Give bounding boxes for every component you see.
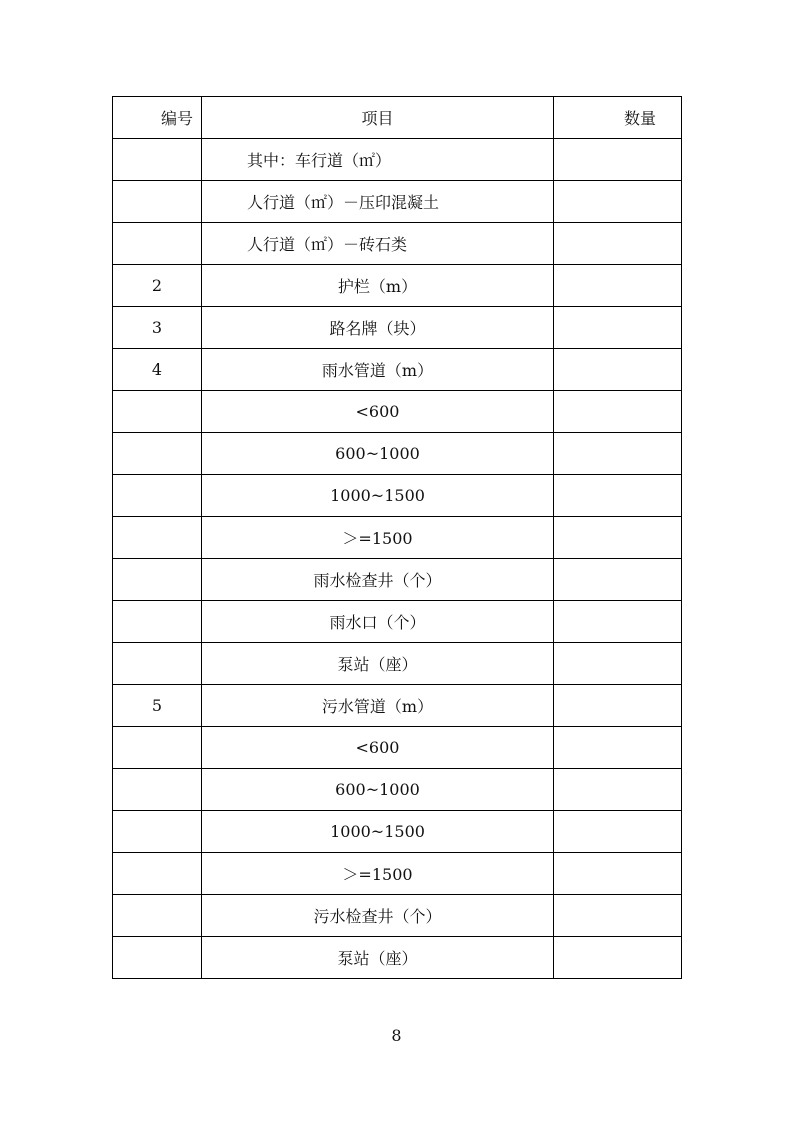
cell-quantity	[554, 601, 682, 643]
page-number: 8	[391, 1026, 402, 1045]
cell-quantity	[554, 181, 682, 223]
cell-quantity	[554, 559, 682, 601]
cell-number	[113, 769, 202, 811]
cell-number	[113, 475, 202, 517]
cell-quantity	[554, 895, 682, 937]
cell-item: 污水管道（m）	[202, 685, 554, 727]
cell-number	[113, 811, 202, 853]
cell-number	[113, 601, 202, 643]
table-row	[113, 433, 682, 475]
cell-item: 600~1000	[202, 433, 554, 475]
cell-quantity	[554, 391, 682, 433]
table-row	[113, 391, 682, 433]
cell-item: <600	[202, 391, 554, 433]
cell-item: 人行道（㎡）－砖石类	[202, 223, 554, 265]
table-row	[113, 727, 682, 769]
cell-item: 雨水检查井（个）	[202, 559, 554, 601]
table-row	[113, 853, 682, 895]
cell-quantity	[554, 307, 682, 349]
cell-item: 泵站（座）	[202, 643, 554, 685]
table-row	[113, 937, 682, 979]
cell-number	[113, 853, 202, 895]
cell-quantity	[554, 685, 682, 727]
table-row	[113, 265, 682, 307]
table-row	[113, 349, 682, 391]
cell-number	[113, 391, 202, 433]
table-body	[113, 139, 682, 979]
header-quantity: 数量	[554, 97, 682, 139]
cell-quantity	[554, 517, 682, 559]
cell-number	[113, 139, 202, 181]
header-number: 编号	[113, 97, 202, 139]
cell-number	[113, 727, 202, 769]
cell-quantity	[554, 265, 682, 307]
cell-quantity	[554, 853, 682, 895]
table-row	[113, 685, 682, 727]
cell-item: 污水检查井（个）	[202, 895, 554, 937]
cell-item: ＞=1500	[202, 517, 554, 559]
table-row	[113, 223, 682, 265]
table-row	[113, 769, 682, 811]
cell-item: 人行道（㎡）－压印混凝土	[202, 181, 554, 223]
cell-item: 路名牌（块）	[202, 307, 554, 349]
cell-item: 其中：车行道（㎡）	[202, 139, 554, 181]
table-row	[113, 181, 682, 223]
cell-number: 5	[113, 685, 202, 727]
cell-item: <600	[202, 727, 554, 769]
cell-number	[113, 643, 202, 685]
quantity-table	[112, 96, 682, 979]
cell-number	[113, 559, 202, 601]
table-row	[113, 895, 682, 937]
table-row	[113, 139, 682, 181]
cell-item: 600~1000	[202, 769, 554, 811]
table-row	[113, 517, 682, 559]
cell-quantity	[554, 937, 682, 979]
cell-number	[113, 223, 202, 265]
cell-number: 3	[113, 307, 202, 349]
cell-quantity	[554, 223, 682, 265]
cell-quantity	[554, 811, 682, 853]
table-row	[113, 559, 682, 601]
cell-item: 1000~1500	[202, 475, 554, 517]
table-row	[113, 643, 682, 685]
cell-item: 雨水管道（m）	[202, 349, 554, 391]
cell-item: 1000~1500	[202, 811, 554, 853]
cell-quantity	[554, 727, 682, 769]
cell-item: 护栏（m）	[202, 265, 554, 307]
cell-quantity	[554, 769, 682, 811]
cell-quantity	[554, 475, 682, 517]
cell-item: 泵站（座）	[202, 937, 554, 979]
cell-number	[113, 895, 202, 937]
cell-quantity	[554, 433, 682, 475]
cell-item: 雨水口（个）	[202, 601, 554, 643]
table-row	[113, 601, 682, 643]
cell-quantity	[554, 349, 682, 391]
cell-number	[113, 937, 202, 979]
cell-number: 2	[113, 265, 202, 307]
table-row	[113, 475, 682, 517]
cell-number	[113, 517, 202, 559]
table-row	[113, 811, 682, 853]
table-header-row	[113, 97, 682, 139]
cell-number	[113, 181, 202, 223]
cell-quantity	[554, 139, 682, 181]
table-row	[113, 307, 682, 349]
header-item: 项目	[202, 97, 554, 139]
cell-quantity	[554, 643, 682, 685]
cell-number	[113, 433, 202, 475]
cell-number: 4	[113, 349, 202, 391]
cell-item: ＞=1500	[202, 853, 554, 895]
